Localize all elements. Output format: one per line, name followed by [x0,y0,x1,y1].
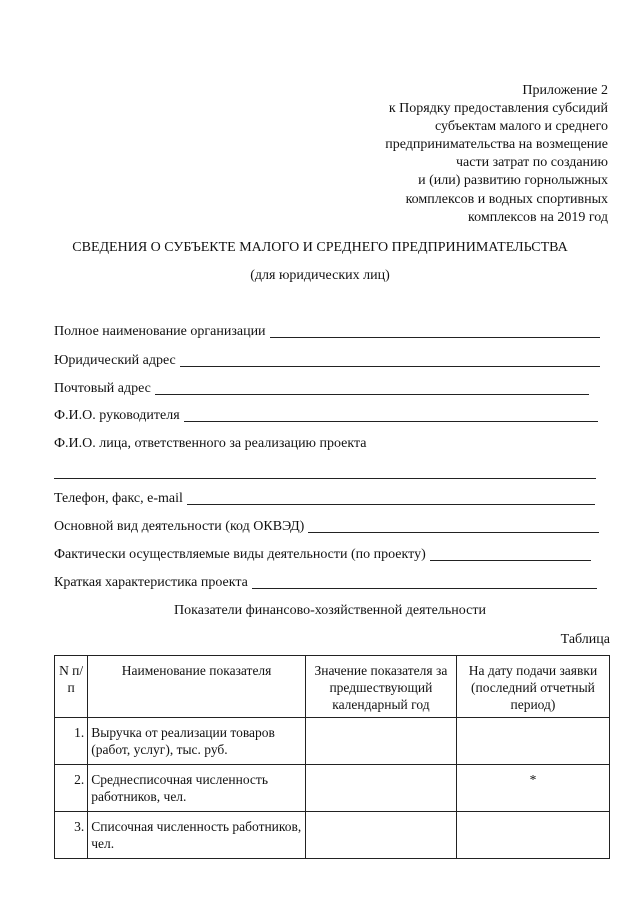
appendix-line: комплексов на 2019 год [468,209,608,225]
row-prev-value[interactable] [305,812,456,859]
actual-activities-line[interactable] [430,547,591,561]
director-line[interactable] [184,408,598,422]
main-activity-line[interactable] [308,519,599,533]
org-name-label: Полное наименование организации [54,324,266,339]
row-num: 3. [55,812,88,859]
header-num: N п/п [55,656,88,718]
main-activity-field[interactable] [54,518,599,536]
header-prev: Значение показателя за предшествующий календарный год [305,656,456,718]
row-current-value[interactable] [456,718,609,765]
appendix-line: комплексов и водных спортивных [405,191,608,207]
project-summary-line[interactable] [252,575,597,589]
header-current: На дату подачи заявки (последний отчетный период) [456,656,609,718]
legal-address-label: Юридический адрес [54,353,176,368]
org-name-field[interactable] [54,323,600,341]
row-num: 1. [55,718,88,765]
table-row [55,765,610,812]
row-current-value[interactable]: * [456,765,609,812]
contacts-line[interactable] [187,491,595,505]
appendix-line: предпринимательства на возмещение [385,137,608,153]
document-subtitle: (для юридических лиц) [250,268,390,283]
postal-address-label: Почтовый адрес [54,381,151,396]
main-activity-label: Основной вид деятельности (код ОКВЭД) [54,519,305,534]
table-row [55,812,610,859]
appendix-line: части затрат по созданию [456,155,608,171]
postal-address-field[interactable] [54,380,589,398]
actual-activities-field[interactable] [54,546,591,564]
project-responsible-label: Ф.И.О. лица, ответственного за реализацию проекта [54,436,367,451]
project-responsible-field[interactable] [54,435,600,453]
row-prev-value[interactable] [305,765,456,812]
appendix-line: субъектам малого и среднего [435,119,608,135]
indicators-table [54,655,610,859]
row-name: Среднесписочная численность работников, чел. [88,765,306,812]
org-name-line[interactable] [270,324,600,338]
appendix-header [308,82,608,227]
row-name: Выручка от реализации товаров (работ, услуг), тыс. руб. [88,718,306,765]
appendix-line: к Порядку предоставления субсидий [388,101,608,117]
appendix-line: Приложение 2 [522,83,608,98]
contacts-field[interactable] [54,490,595,508]
document-title: СВЕДЕНИЯ О СУБЪЕКТЕ МАЛОГО И СРЕДНЕГО ПРЕДПРИНИМАТЕЛЬСТВА [72,240,568,255]
table-header-row [55,656,610,718]
contacts-label: Телефон, факс, e-mail [54,491,183,506]
project-summary-label: Краткая характеристика проекта [54,575,248,590]
row-prev-value[interactable] [305,718,456,765]
director-field[interactable] [54,407,598,425]
project-summary-field[interactable] [54,574,597,592]
row-current-value[interactable] [456,812,609,859]
header-name: Наименование показателя [88,656,306,718]
legal-address-line[interactable] [180,353,600,367]
postal-address-line[interactable] [155,381,589,395]
table-row [55,718,610,765]
appendix-line: и (или) развитию горнолыжных [418,173,608,189]
actual-activities-label: Фактически осуществляемые виды деятельности (по проекту) [54,547,426,562]
legal-address-field[interactable] [54,352,600,370]
row-name: Списочная численность работников, чел. [88,812,306,859]
row-num: 2. [55,765,88,812]
section-title: Показатели финансово-хозяйственной деятельности [174,603,486,618]
project-responsible-line[interactable] [54,478,596,479]
table-label: Таблица [560,632,610,647]
director-label: Ф.И.О. руководителя [54,408,180,423]
